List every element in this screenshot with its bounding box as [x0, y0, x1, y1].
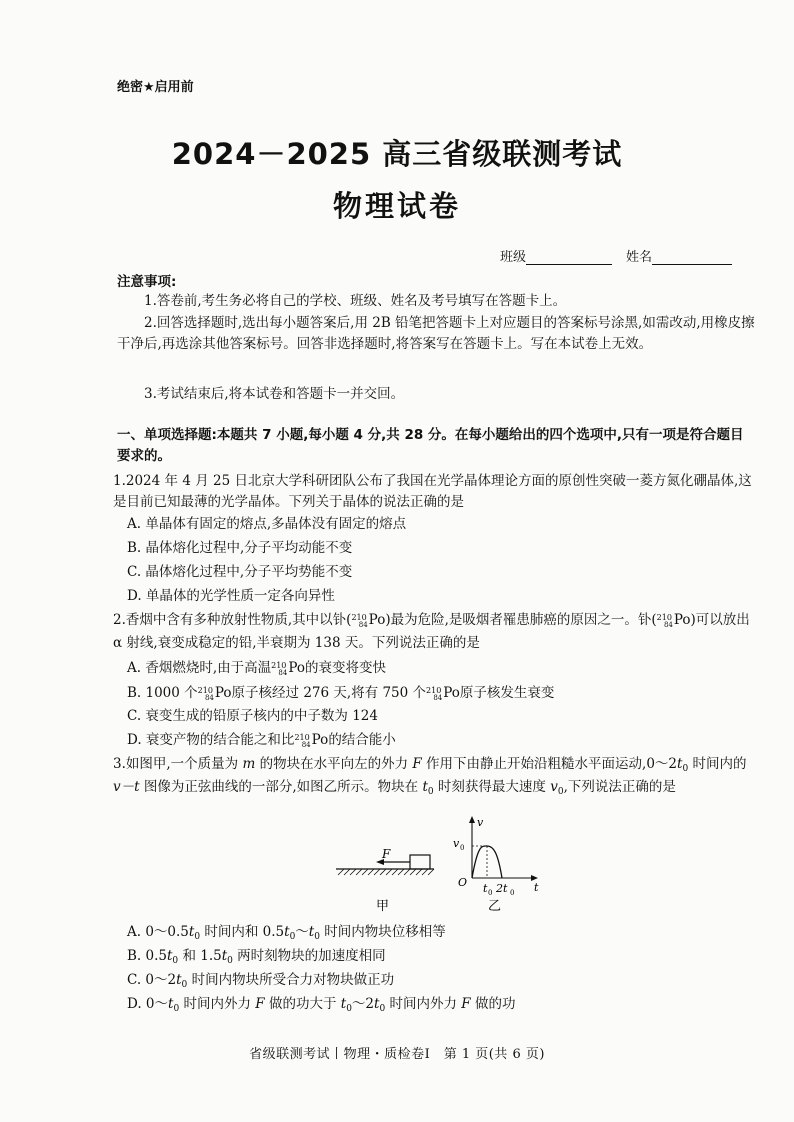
question-3-stem: 3.如图甲,一个质量为 m 的物块在水平向左的外力 F 作用下由静止开始沿粗糙水平面运动$,0\sim 2t_0$ 时间内的 v－t 图像为正弦曲线的一部分,如图乙所示。物块在 $t_0$ 时刻获得最大速度 $v_0$,下列说法正确的是: [113, 756, 747, 797]
confidential-mark: 绝密★启用前: [117, 80, 194, 95]
name-label: 姓名: [626, 250, 653, 265]
name-blank: [652, 252, 732, 265]
svg-text:0: 0: [510, 889, 515, 897]
svg-text:v: v: [477, 816, 484, 829]
question-2-stem: 2.香烟中含有多种放射性物质,其中以钋($^{210}_{84}$Po)最为危险,是吸烟者罹患肺癌的原因之一。钋($^{210}_{84}$Po)可以放出 α 射线,衰变成稳定的铅,半衰期为 138 天。下列说法正确的是: [113, 612, 750, 651]
question-1-option-b: B. 晶体熔化过程中,分子平均动能不变: [127, 540, 353, 556]
svg-text:t: t: [534, 881, 539, 894]
exam-title: 2024－2025 高三省级联测考试: [171, 137, 623, 171]
student-info-fields: [500, 246, 732, 265]
figure-yi-label: 乙: [488, 899, 502, 914]
figure-jia-block-diagram: [336, 847, 434, 914]
question-2-option-c: C. 衰变生成的铅原子核内的中子数为 124: [127, 708, 378, 724]
svg-text:v: v: [453, 837, 460, 850]
question-2-option-a: A. 香烟燃烧时,由于高温$^{210}_{84}$Po的衰变将变快: [127, 660, 386, 677]
figure-yi-vt-graph: [453, 816, 539, 914]
figure-jia-label: 甲: [376, 899, 390, 914]
question-3-figure: [330, 814, 550, 914]
svg-text:F: F: [382, 847, 391, 861]
section-heading: 一、单项选择题:本题共 7 小题,每小题 4 分,共 28 分。在每小题给出的四个选项中,只有一项是符合题目要求的。: [117, 427, 744, 464]
svg-text:O: O: [458, 876, 468, 889]
notice-item-1: 1.答卷前,考生务必将自己的学校、班级、姓名及考号填写在答题卡上。: [144, 293, 567, 309]
question-1-stem: 1.2024 年 4 月 25 日北京大学科研团队公布了我国在光学晶体理论方面的原创性突破一菱方氮化硼晶体,这是目前已知最薄的光学晶体。下列关于晶体的说法正确的是: [113, 473, 752, 510]
question-1-option-a: A. 单晶体有固定的熔点,多晶体没有固定的熔点: [127, 516, 407, 532]
question-3-option-b: B. $0.5t_0$ 和 $1.5t_0$ 两时刻物块的加速度相同: [127, 948, 386, 966]
question-3-option-d: D. $0\sim t_0$ 时间内外力 F 做的功大于 $t_0\sim 2t_0$ 时间内外力 F 做的功: [127, 996, 516, 1014]
notice-item-2: 2.回答选择题时,选出每小题答案后,用 2B 铅笔把答题卡上对应题目的答案标号涂黑,如需改动,用橡皮擦干净后,再选涂其他答案标号。回答非选择题时,将答案写在答题卡上。写在本试卷上无效。: [117, 315, 755, 352]
svg-text:t: t: [483, 882, 488, 895]
notice-heading: 注意事项:: [117, 274, 177, 290]
question-3-option-a: A. $0\sim 0.5t_0$ 时间内和 $0.5t_0\sim t_0$ 时间内物块位移相等: [127, 924, 446, 942]
question-1-option-d: D. 单晶体的光学性质一定各向异性: [127, 588, 335, 604]
block-shape: [410, 855, 430, 869]
svg-text:2t: 2t: [496, 882, 508, 895]
question-2-option-d: D. 衰变产物的结合能之和比$^{210}_{84}$Po的结合能小: [127, 732, 396, 749]
question-1-option-c: C. 晶体熔化过程中,分子平均势能不变: [127, 564, 353, 580]
question-3-option-c: C. $0\sim 2t_0$ 时间内物块所受合力对物块做正功: [127, 972, 395, 990]
page-footer: 省级联测考试丨物理・质检卷Ⅰ 第 1 页(共 6 页): [249, 1047, 545, 1062]
class-label: 班级: [500, 250, 527, 265]
exam-subtitle: 物理试卷: [332, 189, 461, 223]
svg-text:0: 0: [460, 844, 465, 852]
class-blank: [526, 252, 612, 265]
question-2-option-b: B. 1000 个$^{210}_{84}$Po原子核经过 276 天,将有 750 个$^{210}_{84}$Po原子核发生衰变: [127, 685, 555, 702]
svg-text:0: 0: [488, 889, 493, 897]
notice-item-3: 3.考试结束后,将本试卷和答题卡一并交回。: [144, 386, 405, 402]
